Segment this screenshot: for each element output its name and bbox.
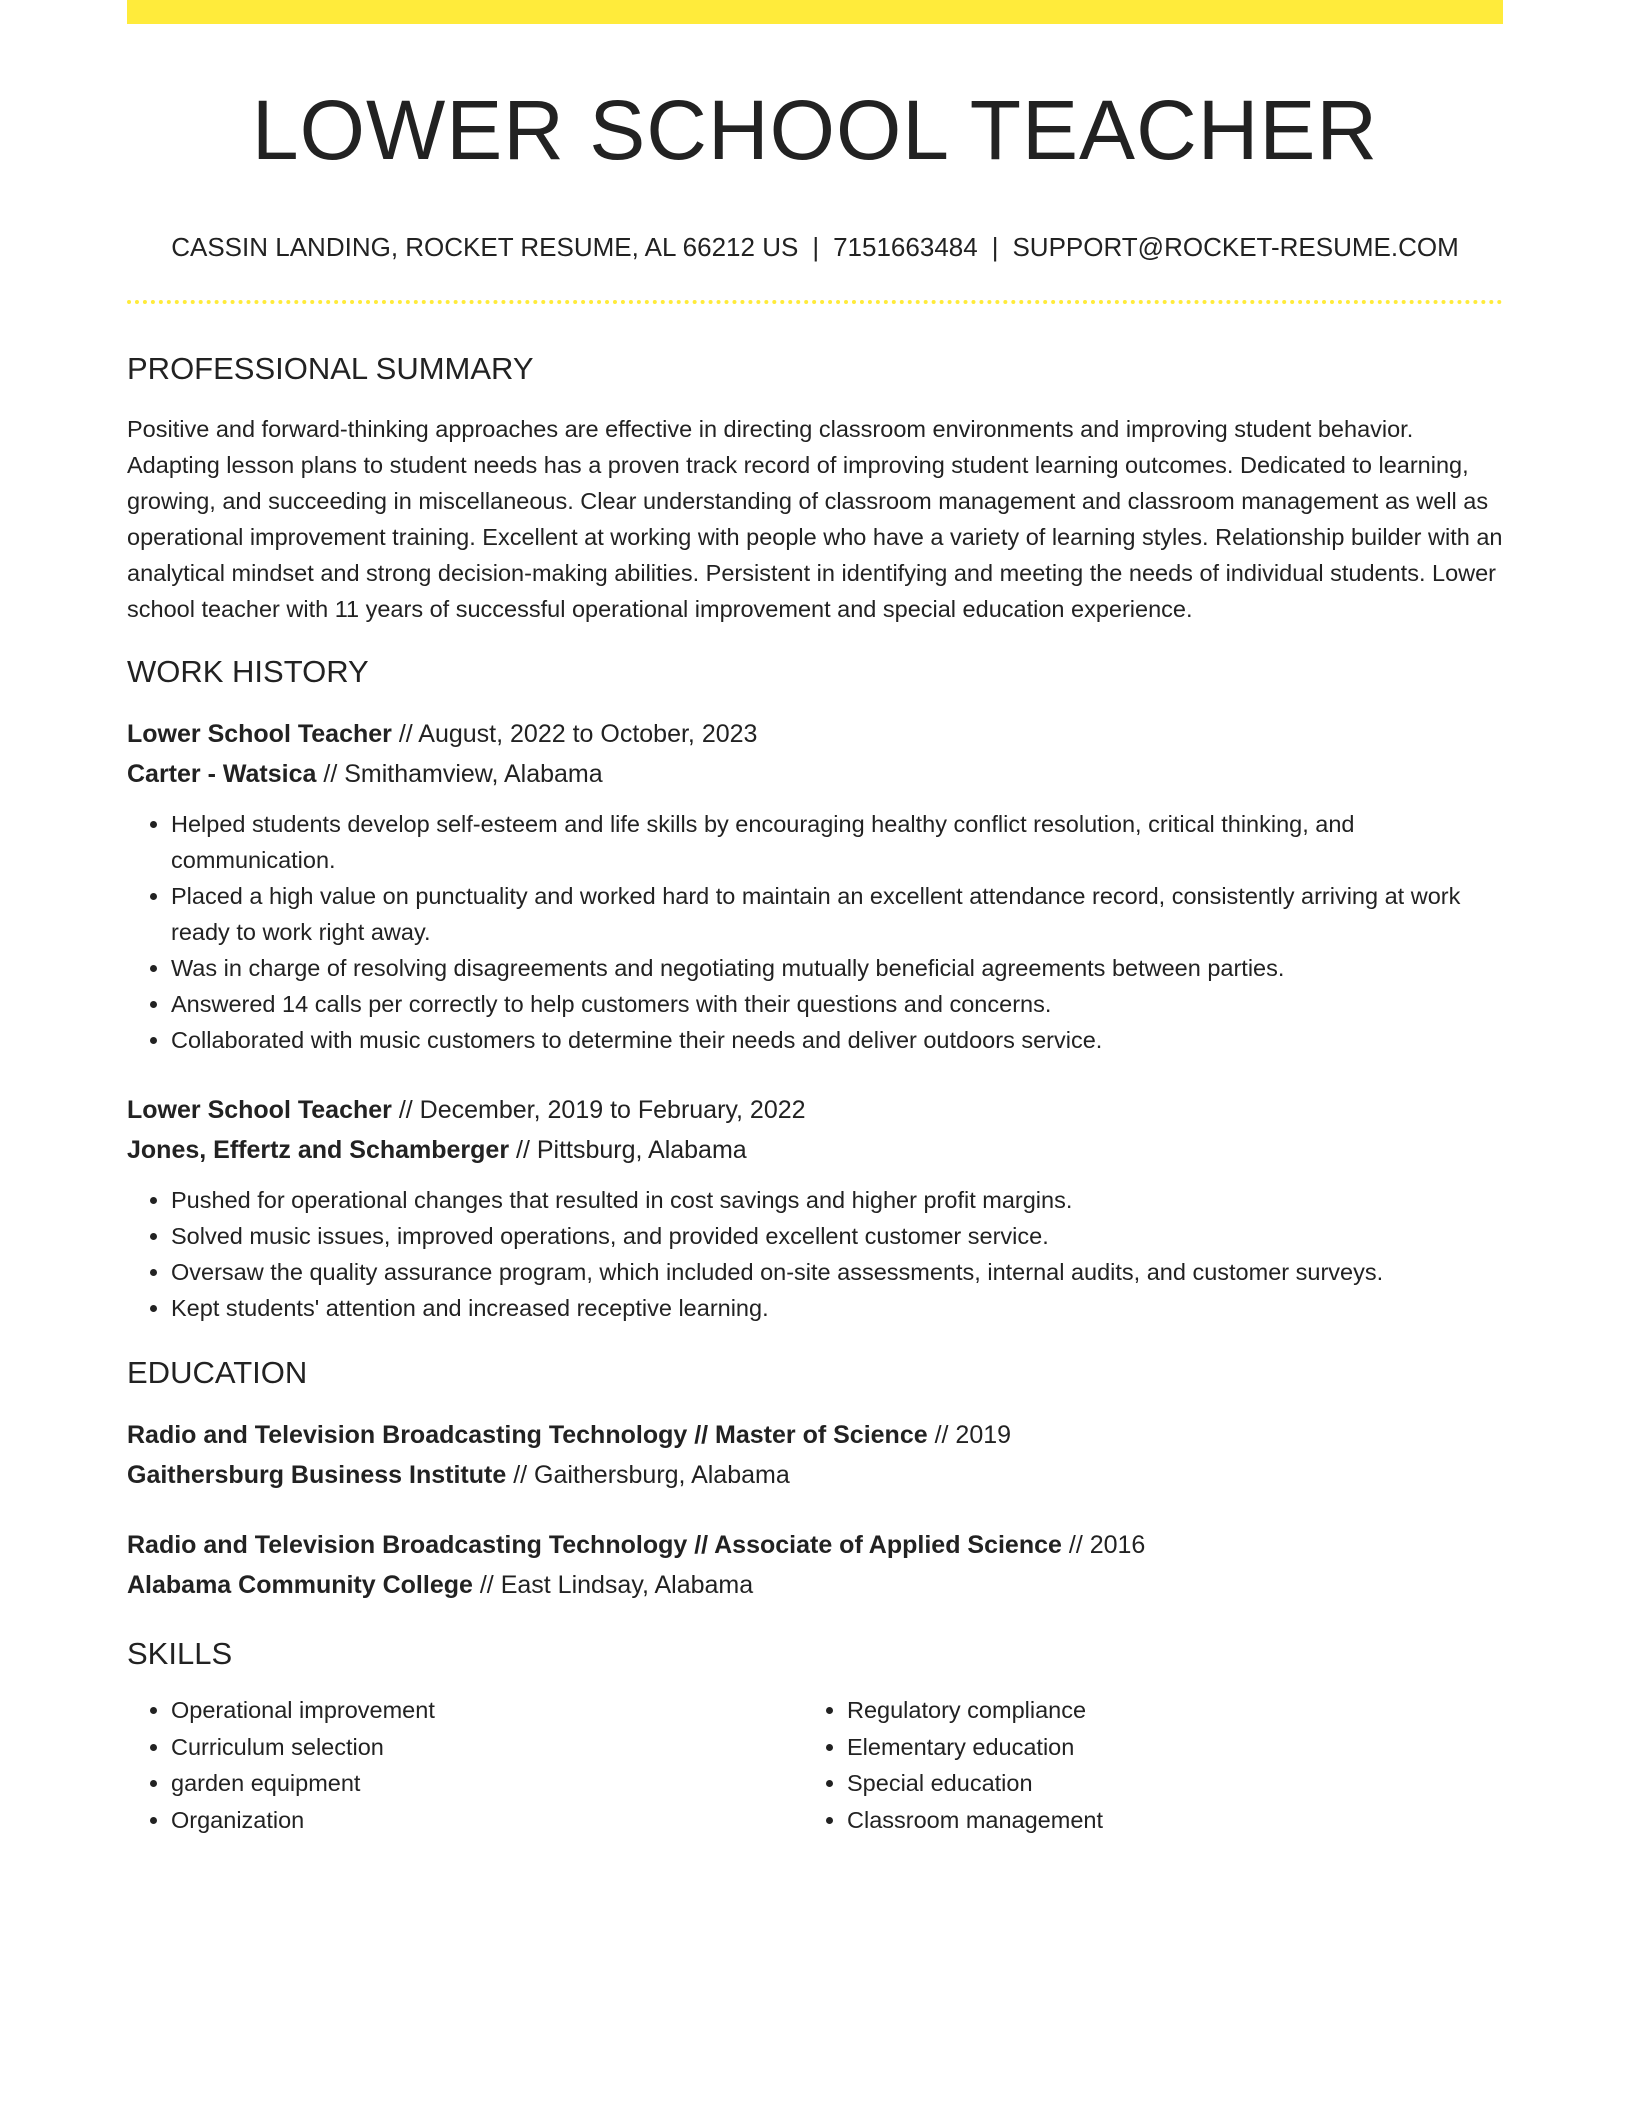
summary-text: Positive and forward-thinking approaches are effective in directing classroom environments and improving student behavior. Adapting lesson plans to student needs has a proven track record of improving student learning outcomes. Dedicated to learning, growing, and succeeding in miscellaneous. Clear understanding of classroom management and classroom management as well as operational improvement training. Excellent at working with people who have a variety of learning styles. Relationship builder with an analytical mindset and strong decision-making abilities. Persistent in identifying and meeting the needs of individual students. Lower school teacher with 11 years of successful operational improvement and special education experience.: [127, 415, 1503, 622]
contact-line: [127, 232, 1503, 263]
edu-location: // Gaithersburg, Alabama: [506, 1461, 790, 1490]
resume-page: [127, 0, 1503, 1838]
job-bullet: • Pushed for operational changes that resulted in cost savings and higher profit margins.: [171, 1182, 1503, 1218]
dotted-divider: [127, 300, 1503, 304]
job-bullets: [127, 806, 1503, 1058]
skill-item: • Curriculum selection: [171, 1729, 803, 1766]
skills-grid: [127, 1692, 1503, 1838]
education-heading: EDUCATION: [127, 1354, 308, 1390]
edu-location: // East Lindsay, Alabama: [472, 1571, 754, 1600]
job-role: Lower School Teacher: [127, 719, 392, 748]
job-bullet: • Answered 14 calls per correctly to help customers with their questions and concerns.: [171, 986, 1503, 1022]
edu-school: Alabama Community College: [127, 1571, 473, 1600]
job-location: // Pittsburg, Alabama: [509, 1135, 747, 1164]
edu-school: Gaithersburg Business Institute: [127, 1461, 507, 1490]
job-bullet: • Placed a high value on punctuality and worked hard to maintain an excellent attendance record, consistently arriving at work ready to work right away.: [171, 878, 1503, 950]
job-bullet: • Solved music issues, improved operations, and provided excellent customer service.: [171, 1218, 1503, 1254]
contact-phone: 7151663484: [833, 232, 978, 263]
contact-email[interactable]: SUPPORT@ROCKET-RESUME.COM: [1012, 232, 1459, 263]
skill-item: • garden equipment: [171, 1765, 803, 1802]
contact-address: CASSIN LANDING, ROCKET RESUME, AL 66212 US: [171, 232, 799, 263]
job-location: // Smithamview, Alabama: [316, 759, 603, 788]
job-company-line: [127, 1130, 1503, 1170]
edu-degree: Radio and Television Broadcasting Technology // Associate of Applied Science: [127, 1531, 1062, 1560]
skill-item: • Operational improvement: [171, 1692, 803, 1729]
skill-item: • Elementary education: [847, 1729, 1479, 1766]
job-bullet: • Was in charge of resolving disagreements and negotiating mutually beneficial agreements between parties.: [171, 950, 1503, 986]
accent-top-bar: [127, 0, 1503, 24]
edu-year: // 2019: [927, 1421, 1012, 1450]
edu-school-line: [127, 1455, 1503, 1495]
skill-item: • Classroom management: [847, 1802, 1479, 1839]
contact-separator: |: [812, 232, 820, 263]
edu-school-line: [127, 1565, 1503, 1605]
edu-degree: Radio and Television Broadcasting Technology // Master of Science: [127, 1421, 928, 1450]
edu-year: // 2016: [1061, 1531, 1146, 1560]
job-dates: // December, 2019 to February, 2022: [391, 1095, 806, 1124]
job-bullet: • Helped students develop self-esteem and life skills by encouraging healthy conflict resolution, critical thinking, and communication.: [171, 806, 1503, 878]
job-company: Carter - Watsica: [127, 759, 317, 788]
education-entry: [127, 1525, 1503, 1605]
skill-item: • Special education: [847, 1765, 1479, 1802]
candidate-title: LOWER SCHOOL TEACHER: [251, 83, 1379, 177]
job-bullet: • Oversaw the quality assurance program, which included on-site assessments, internal audits, and customer surveys.: [171, 1254, 1503, 1290]
work-history-heading: WORK HISTORY: [127, 653, 369, 689]
edu-degree-line: [127, 1415, 1503, 1455]
job-role: Lower School Teacher: [127, 1095, 392, 1124]
edu-degree-line: [127, 1525, 1503, 1565]
skills-heading: SKILLS: [127, 1636, 233, 1672]
education-entry: [127, 1415, 1503, 1495]
skill-item: • Organization: [171, 1802, 803, 1839]
job-entry: [127, 714, 1503, 1058]
job-title-line: [127, 1090, 1503, 1130]
contact-separator: |: [991, 232, 999, 263]
job-bullets: [127, 1182, 1503, 1326]
skill-item: • Regulatory compliance: [847, 1692, 1479, 1729]
job-company: Jones, Effertz and Schamberger: [127, 1135, 510, 1164]
job-company-line: [127, 754, 1503, 794]
skills-column-right: [803, 1692, 1479, 1838]
job-entry: [127, 1090, 1503, 1326]
job-title-line: [127, 714, 1503, 754]
job-bullet: • Collaborated with music customers to determine their needs and deliver outdoors service.: [171, 1022, 1503, 1058]
skills-column-left: [127, 1692, 803, 1838]
job-dates: // August, 2022 to October, 2023: [391, 719, 758, 748]
summary-heading: PROFESSIONAL SUMMARY: [127, 350, 534, 386]
job-bullet: • Kept students' attention and increased receptive learning.: [171, 1290, 1503, 1326]
